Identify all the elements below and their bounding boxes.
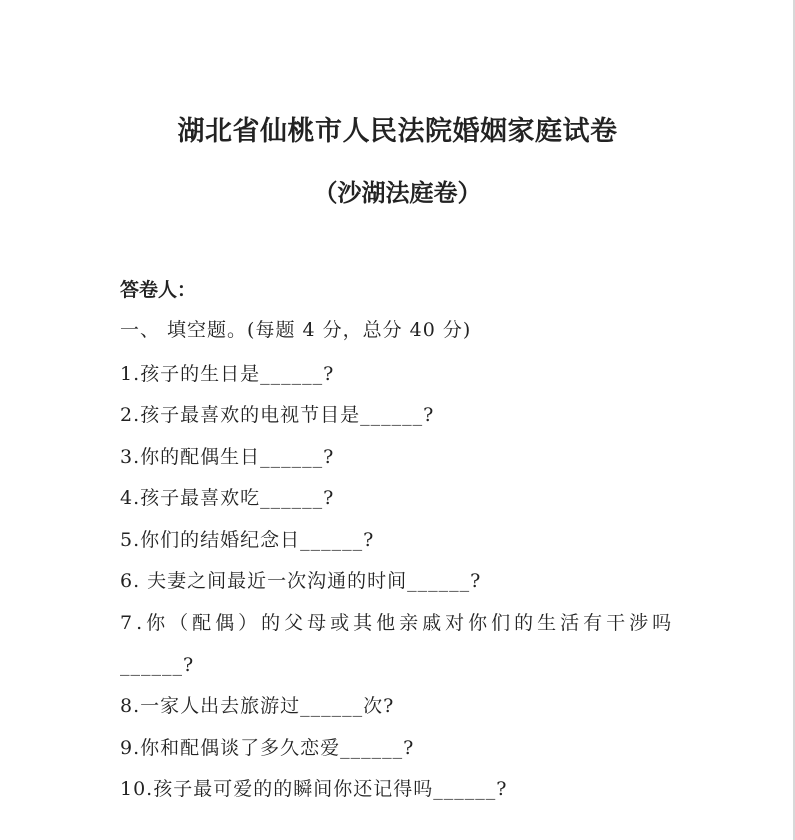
question-7-continuation: ______? (120, 654, 195, 676)
question-7: 7.你（配偶）的父母或其他亲戚对你们的生活有干涉吗 (120, 612, 676, 634)
question-4: 4.孩子最喜欢吃______? (120, 487, 335, 509)
document-subtitle: （沙湖法庭卷） (313, 178, 482, 207)
question-6: 6. 夫妻之间最近一次沟通的时间______? (120, 570, 482, 592)
question-2: 2.孩子最喜欢的电视节目是______? (120, 404, 435, 426)
question-8: 8.一家人出去旅游过______次? (120, 695, 395, 717)
question-1: 1.孩子的生日是______? (120, 363, 335, 385)
question-9: 9.你和配偶谈了多久恋爱______? (120, 737, 415, 759)
section-heading: 一、 填空题。(每题 4 分，总分 40 分) (120, 319, 472, 341)
question-5: 5.你们的结婚纪念日______? (120, 529, 375, 551)
document-title: 湖北省仙桃市人民法院婚姻家庭试卷 (177, 116, 618, 147)
question-10: 10.孩子最可爱的的瞬间你还记得吗______? (120, 778, 508, 800)
respondent-label: 答卷人： (120, 279, 197, 301)
question-3: 3.你的配偶生日______? (120, 446, 335, 468)
